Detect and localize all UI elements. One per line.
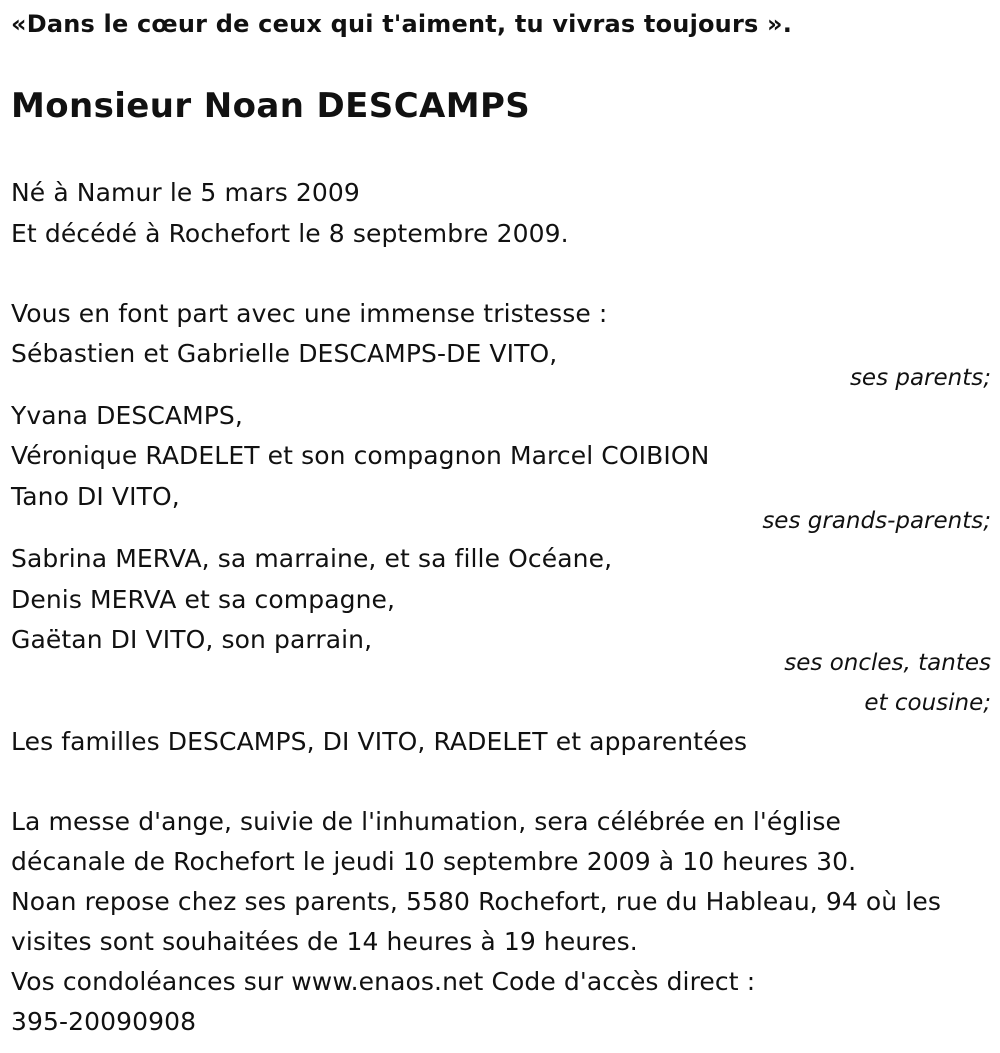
ceremony-line: La messe d'ange, suivie de l'inhumation, sera célébrée en l'église — [11, 807, 842, 836]
ceremony-line: Noan repose chez ses parents, 5580 Rochefort, rue du Hableau, 94 où les — [11, 887, 941, 916]
condolences-line: Vos condoléances sur www.enaos.net Code d'accès direct : — [11, 967, 756, 996]
obituary-notice — [11, 0, 991, 1053]
uncles-relation-line1: ses oncles, tantes — [784, 650, 991, 676]
uncles-relation-line2: et cousine; — [864, 690, 991, 716]
death-line: Et décédé à Rochefort le 8 septembre 2009. — [11, 219, 569, 248]
grandparent-name: Véronique RADELET et son compagnon Marcel COIBION — [11, 441, 710, 470]
epigraph: «Dans le cœur de ceux qui t'aiment, tu vivras toujours ». — [11, 10, 793, 38]
grandparent-name: Yvana DESCAMPS, — [11, 401, 243, 430]
uncle-name: Gaëtan DI VITO, son parrain, — [11, 625, 373, 654]
families-line: Les familles DESCAMPS, DI VITO, RADELET et apparentées — [11, 727, 748, 756]
access-code: 395-20090908 — [11, 1007, 197, 1036]
ceremony-line: visites sont souhaitées de 14 heures à 19 heures. — [11, 927, 638, 956]
intro-line: Vous en font part avec une immense tristesse : — [11, 299, 608, 328]
parents-relation: ses parents; — [849, 365, 991, 391]
grandparent-name: Tano DI VITO, — [11, 482, 180, 511]
ceremony-line: décanale de Rochefort le jeudi 10 septembre 2009 à 10 heures 30. — [11, 847, 857, 876]
parents-name: Sébastien et Gabrielle DESCAMPS-DE VITO, — [11, 339, 558, 368]
uncle-name: Sabrina MERVA, sa marraine, et sa fille Océane, — [11, 544, 613, 573]
grandparents-relation: ses grands-parents; — [762, 508, 991, 534]
birth-line: Né à Namur le 5 mars 2009 — [11, 178, 360, 207]
page-title: Monsieur Noan DESCAMPS — [11, 86, 531, 126]
uncle-name: Denis MERVA et sa compagne, — [11, 585, 396, 614]
